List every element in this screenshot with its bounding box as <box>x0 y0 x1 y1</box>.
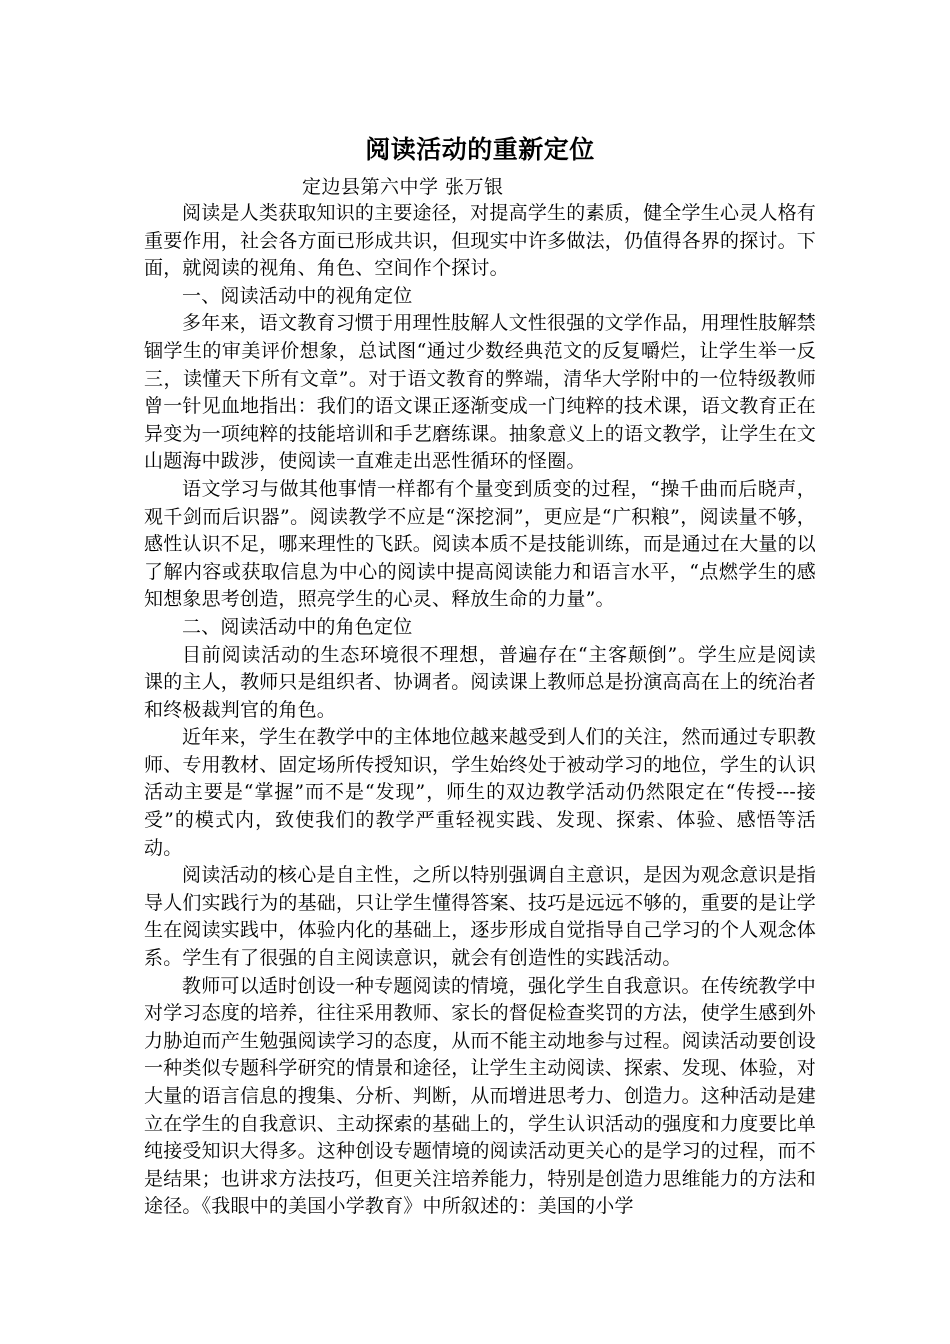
author-line: 定边县第六中学 张万银 <box>302 176 504 198</box>
document-title: 阅读活动的重新定位 <box>365 135 595 164</box>
paragraph: 教师可以适时创设一种专题阅读的情境，强化学生自我意识。在传统教学中对学习态度的培养，往往采用教师、家长的督促检查奖罚的方法，使学生感到外力胁迫而产生勉强阅读学习的态度，从而不能主动地参与过程。阅读活动要创设一种类似专题科学研究的情景和途径，让学生主动阅读、探索、发现、体验，对大量的语言信息的搜集、分析、判断，从而增进思考力、创造力。这种活动是建立在学生的自我意识、主动探索的基础上的，学生认识活动的强度和力度要比单纯接受知识大得多。这种创设专题情境的阅读活动更关心的是学习的过程，而不是结果；也讲求方法技巧，但更关注培养能力，特别是创造力思维能力的方法和途径。《我眼中的美国小学教育》中所叙述的：美国的小学 <box>144 974 817 1218</box>
paragraph: 目前阅读活动的生态环境很不理想，普遍存在“主客颠倒”。学生应是阅读课的主人，教师只是组织者、协调者。阅读课上教师总是扮演高高在上的统治者和终极裁判官的角色。 <box>144 643 817 721</box>
paragraph: 阅读是人类获取知识的主要途径，对提高学生的素质，健全学生心灵人格有重要作用，社会各方面已形成共识，但现实中许多做法，仍值得各界的探讨。下面，就阅读的视角、角色、空间作个探讨。 <box>144 202 817 280</box>
paragraph: 多年来，语文教育习惯于用理性肢解人文性很强的文学作品，用理性肢解禁锢学生的审美评价想象，总试图“通过少数经典范文的反复嚼烂，让学生举一反三，读懂天下所有文章”。对于语文教育的弊端，清华大学附中的一位特级教师曾一针见血地指出：我们的语文课正逐渐变成一门纯粹的技术课，语文教育正在异变为一项纯粹的技能培训和手艺磨练课。抽象意义上的语文教学，让学生在文山题海中跋涉，使阅读一直难走出恶性循环的怪圈。 <box>144 312 817 473</box>
paragraph: 语文学习与做其他事情一样都有个量变到质变的过程，“操千曲而后晓声，观千剑而后识器”。阅读教学不应是“深挖洞”，更应是“广积粮”，阅读量不够，感性认识不足，哪来理性的飞跃。阅读本质不是技能训练，而是通过在大量的以了解内容或获取信息为中心的阅读中提高阅读能力和语言水平，“点燃学生的感知想象思考创造，照亮学生的心灵、释放生命的力量”。 <box>144 477 817 611</box>
paragraph: 近年来，学生在教学中的主体地位越来越受到人们的关注，然而通过专职教师、专用教材、固定场所传授知识，学生始终处于被动学习的地位，学生的认识活动主要是“掌握”而不是“发现”，师生的双边教学活动仍然限定在“传授---接受”的模式内，致使我们的教学严重轻视实践、发现、探索、体验、感悟等活动。 <box>144 726 817 859</box>
paragraph: 阅读活动的核心是自主性，之所以特别强调自主意识，是因为观念意识是指导人们实践行为的基础，只让学生懂得答案、技巧是远远不够的，重要的是让学生在阅读实践中，体验内化的基础上，逐步形成自觉指导自己学习的个人观念体系。学生有了很强的自主阅读意识，就会有创造性的实践活动。 <box>144 864 817 970</box>
document-page <box>144 128 816 1221</box>
section-heading: 二、阅读活动中的角色定位 <box>182 615 413 638</box>
section-heading: 一、阅读活动中的视角定位 <box>182 284 413 307</box>
